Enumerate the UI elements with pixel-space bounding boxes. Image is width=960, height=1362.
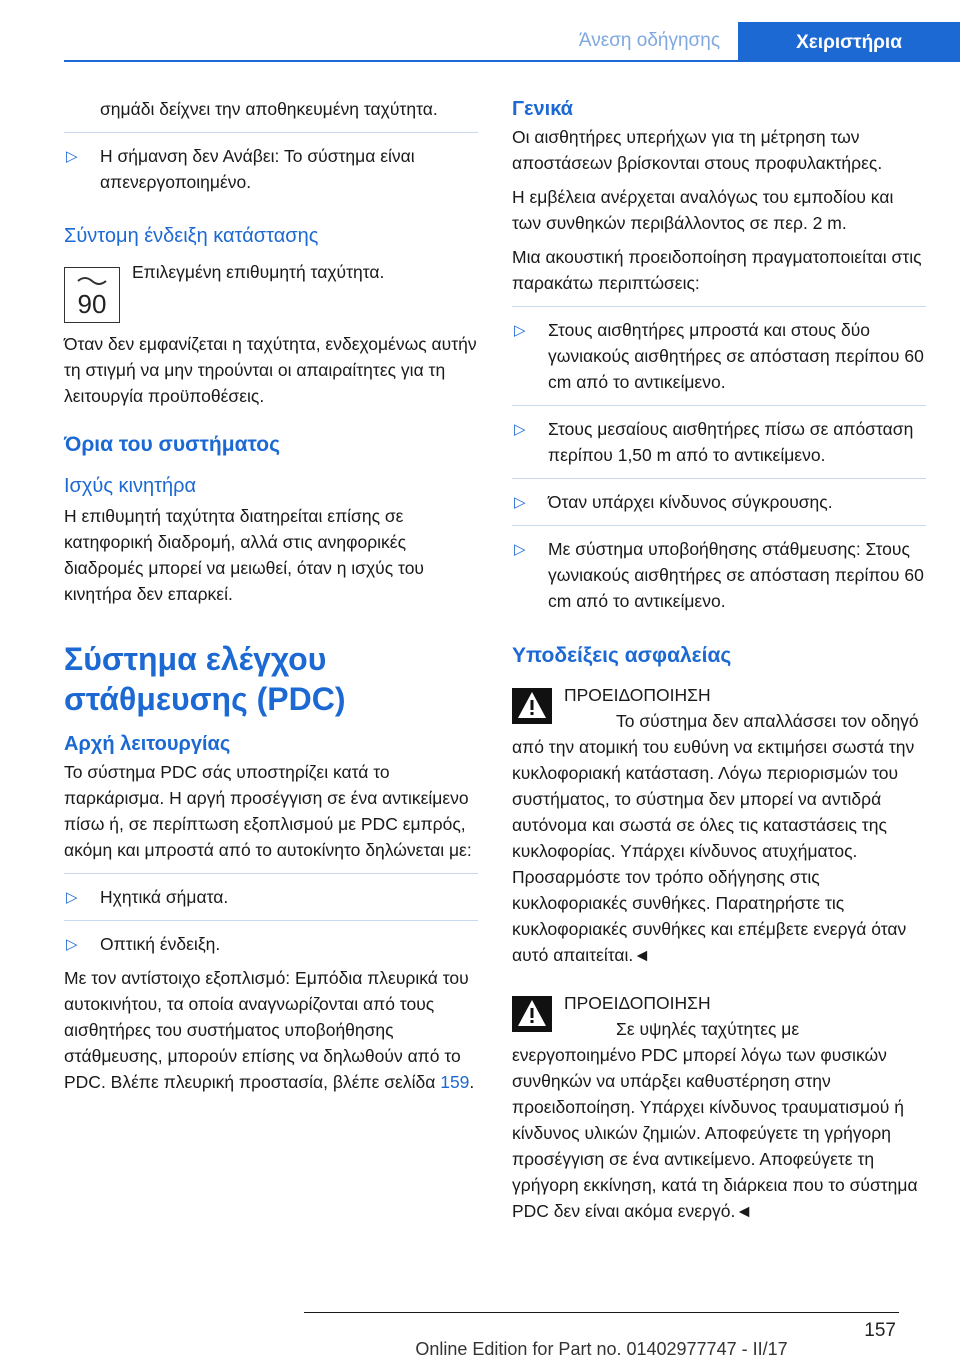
speed-value: 90 (77, 289, 107, 319)
divider (64, 873, 478, 874)
heading-system-limits: Όρια του συστήματος (64, 433, 281, 456)
page-header (0, 0, 960, 62)
bullet-item: ▷ Στους μεσαίους αισθητήρες πίσω σε απόσταση περίπου 1,50 m από το αντικείμενο. (514, 419, 914, 465)
chapter-tab[interactable]: Χειριστήρια (738, 22, 960, 62)
warning-text: Το σύστημα δεν απαλλάσσει τον οδηγό από την ατομική του ευθύνη να εκτιμήσει σωστά την κυκλοφοριακή κατάσταση. Λόγω περιορισμών του συστήματος, το σύστημα δεν μπορεί να αντιδρά αυτόνομα και σωστά σε όλες τις καταστάσεις της κυκλοφορίας. Υπάρχει κίνδυνος ατυχήματος. Προσαρμόστε τον τρόπο οδήγησης στις κυκλοφοριακές συνθήκες. Παρατηρήστε τις κυκλοφοριακές συνθήκες και επέμβετε ενεργά όταν αυτό απαιτείται.◄ (512, 711, 919, 965)
divider (512, 306, 926, 307)
heading-pdc: Σύστημα ελέγχου στάθμευσης (PDC) (64, 641, 346, 717)
warning-label: ΠΡΟΕΙΔΟΠΟΙΗΣΗ (564, 685, 711, 705)
page-number: 157 (864, 1320, 896, 1341)
page-reference-link[interactable]: 159 (440, 1072, 470, 1092)
divider (512, 405, 926, 406)
bullet-triangle-icon: ▷ (66, 936, 78, 953)
speedometer-icon (64, 267, 120, 323)
warning-box (512, 990, 926, 1224)
paragraph-equipment: Με τον αντίστοιχο εξοπλισμό: Εμπόδια πλευρικά του αυτοκινήτου, τα οποία αναγνωρίζονται από τους αισθητήρες του συστήματος υποβοήθησης στάθμευσης, μπορούν επίσης να δηλωθούν από το PDC. Βλέπε πλευρική προστασία, βλέπε σελίδα 159. (64, 968, 475, 1092)
heading-engine-power: Ισχύς κινητήρα (64, 475, 197, 497)
warning-box (512, 682, 926, 968)
bullet-triangle-icon: ▷ (514, 494, 526, 511)
bullet-item: ▷ Στους αισθητήρες μπροστά και στους δύο γωνιακούς αισθητήρες σε απόσταση περίπου 60 cm από το αντικείμενο. (514, 320, 924, 392)
heading-general: Γενικά (512, 98, 573, 120)
paragraph-warning-intro: Μια ακουστική προειδοποίηση πραγματοποιείται στις παρακάτω περιπτώσεις: (512, 247, 922, 293)
bullet-item: ▷ Οπτική ένδειξη. (64, 931, 478, 957)
bullet-item: ▷ Με σύστημα υποβοήθησης στάθμευσης: Στους γωνιακούς αισθητήρες σε απόσταση περίπου 60 cm από το αντικείμενο. (514, 539, 924, 611)
divider (64, 132, 478, 133)
divider (512, 478, 926, 479)
divider (512, 525, 926, 526)
left-column (64, 96, 478, 1103)
header-rule (64, 60, 960, 62)
bullet-item: ▷ Όταν υπάρχει κίνδυνος σύγκρουσης. (512, 489, 926, 515)
paragraph-principle: Το σύστημα PDC σάς υποστηρίζει κατά το παρκάρισμα. Η αργή προσέγγιση σε ένα αντικείμενο πίσω ή, σε περίπτωση εξοπλισμού με PDC εμπρός, ακόμη και μπροστά από το αυτοκίνητο δηλώνεται με: (64, 762, 472, 860)
heading-safety: Υποδείξεις ασφαλείας (512, 644, 732, 667)
warning-label: ΠΡΟΕΙΔΟΠΟΙΗΣΗ (564, 993, 711, 1013)
bullet-triangle-icon: ▷ (66, 889, 78, 906)
bullet-triangle-icon: ▷ (514, 322, 526, 339)
warning-triangle-icon (512, 996, 552, 1032)
paragraph-stored-speed: σημάδι δείχνει την αποθηκευμένη ταχύτητα. (100, 99, 438, 119)
footer-rule (304, 1312, 899, 1313)
speed-label: Επιλεγμένη επιθυμητή ταχύτητα. (132, 262, 385, 282)
bullet-item: ▷ Η σήμανση δεν Ανάβει: Το σύστημα είναι απενεργοποιημένο. (66, 146, 415, 192)
divider (64, 920, 478, 921)
edition-note: Online Edition for Part no. 01402977747 - II/17 (415, 1339, 788, 1359)
bullet-triangle-icon: ▷ (514, 541, 526, 558)
heading-principle: Αρχή λειτουργίας (64, 733, 231, 755)
heading-status: Σύντομη ένδειξη κατάστασης (64, 225, 319, 247)
speed-wave-icon (77, 274, 107, 286)
right-column (512, 96, 926, 1238)
warning-triangle-icon (512, 688, 552, 724)
paragraph-engine-power: Η επιθυμητή ταχύτητα διατηρείται επίσης σε κατηφορική διαδρομή, αλλά στις ανηφορικές διαδρομές μπορεί να μειωθεί, όταν η ισχύς του κινητήρα δεν επαρκεί. (64, 506, 424, 604)
paragraph-range: Η εμβέλεια ανέρχεται αναλόγως του εμποδίου και των συνθηκών περιβάλλοντος σε περ. 2 m. (512, 187, 894, 233)
bullet-triangle-icon: ▷ (66, 148, 78, 165)
paragraph-no-speed: Όταν δεν εμφανίζεται η ταχύτητα, ενδεχομένως αυτήν τη στιγμή να μην τηρούνται οι απαιραίτητες για τη λειτουργία προϋποθέσεις. (64, 334, 477, 406)
bullet-triangle-icon: ▷ (514, 421, 526, 438)
section-title: Άνεση οδήγησης (578, 30, 720, 51)
paragraph-sensors: Οι αισθητήρες υπερήχων για τη μέτρηση των αποστάσεων βρίσκονται στους προφυλακτήρες. (512, 127, 883, 173)
warning-text: Σε υψηλές ταχύτητες με ενεργοποιημένο PDC μπορεί λόγω των φυσικών συνθηκών να υπάρξει καθυστέρηση στην προειδοποίηση. Υπάρχει κίνδυνος τραυματισμού ή κίνδυνος υλικών ζημιών. Αποφεύγετε τη γρήγορη προσέγγιση σε ένα αντικείμενο. Αποφεύγετε τη γρήγορη εκκίνηση, κατά τη διάρκεια που το σύστημα PDC δεν είναι ακόμα ενεργό.◄ (512, 1019, 918, 1221)
bullet-item: ▷ Ηχητικά σήματα. (64, 884, 478, 910)
speed-indicator-row (64, 259, 478, 319)
